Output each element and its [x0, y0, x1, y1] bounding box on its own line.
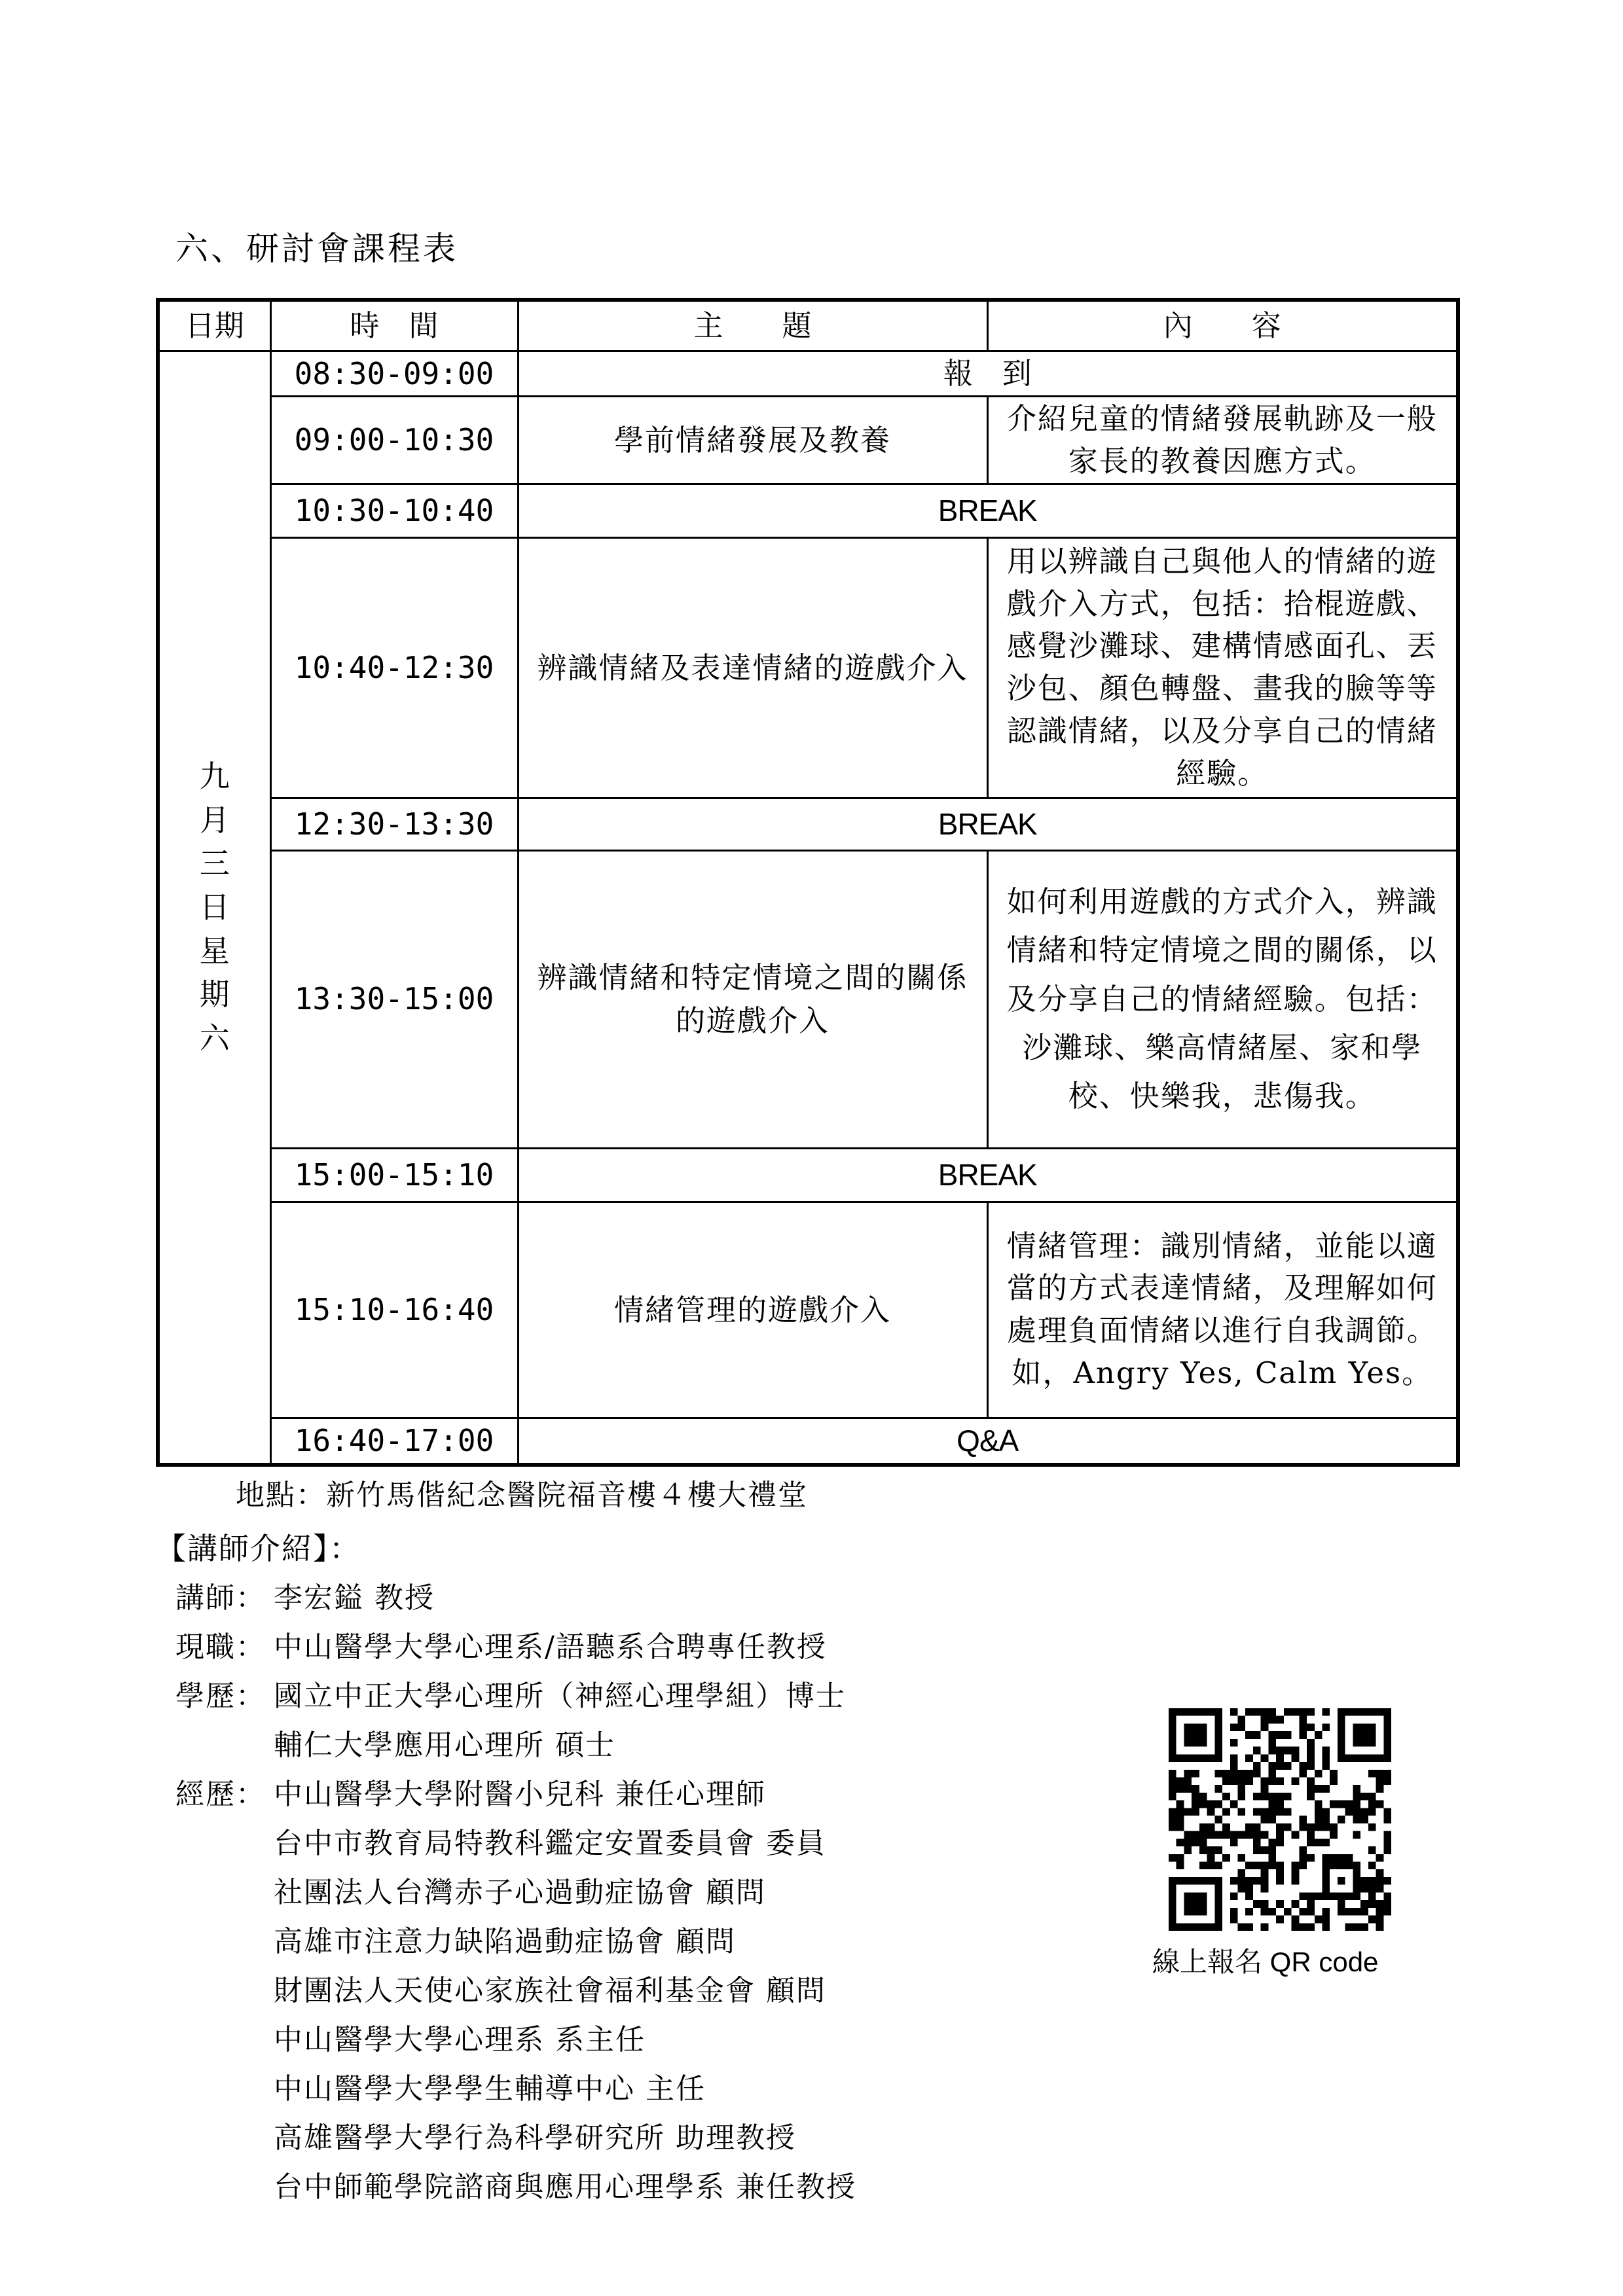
- experience-item: 高雄市注意力缺陷過動症協會 顧問: [274, 1925, 736, 1958]
- content-cell: 介紹兒童的情緒發展軌跡及一般家長的教養因應方式。: [987, 397, 1458, 484]
- experience-line: [175, 1918, 736, 1960]
- experience-item: 社團法人台灣赤子心過動症協會 顧問: [274, 1876, 766, 1909]
- schedule-table: [156, 298, 1460, 1467]
- header-content: 內 容: [987, 300, 1458, 351]
- education-line: [175, 1721, 615, 1763]
- time-cell: 09:00-10:30: [270, 397, 518, 484]
- header-time: 時 間: [270, 300, 518, 351]
- experience-line: [175, 1967, 826, 2009]
- table-row: [158, 1148, 1458, 1202]
- content-cell: 情緒管理：識別情緒，並能以適當的方式表達情緒，及理解如何處理負面情緒以進行自我調節。如，Angry Yes, Calm Yes。: [987, 1202, 1458, 1418]
- topic-cell: 情緒管理的遊戲介入: [518, 1202, 987, 1418]
- table-row: [158, 1418, 1458, 1465]
- topic-cell: 學前情緒發展及教養: [518, 397, 987, 484]
- section-title: 六、研討會課程表: [175, 230, 458, 268]
- break-cell: BREAK: [518, 798, 1458, 850]
- merged-cell: 報 到: [518, 351, 1458, 397]
- content-cell: 如何利用遊戲的方式介入，辨識情緒和特定情境之間的關係，以及分享自己的情緒經驗。包括：沙灘球、樂高情緒屋、家和學校、快樂我，悲傷我。: [987, 850, 1458, 1148]
- topic-cell: 辨識情緒和特定情境之間的關係的遊戲介入: [518, 850, 987, 1148]
- table-row: [158, 537, 1458, 798]
- header-topic: 主 題: [518, 300, 987, 351]
- experience-line: [175, 2163, 856, 2205]
- time-cell: 15:00-15:10: [270, 1148, 518, 1202]
- experience-label: 經歷：: [175, 1778, 266, 1811]
- position-line: [175, 1623, 827, 1665]
- name-label: 講師：: [175, 1581, 266, 1615]
- qr-caption: 線上報名 QR code: [1152, 1946, 1379, 1977]
- education-item: 輔仁大學應用心理所 碩士: [274, 1729, 615, 1762]
- lecturer-heading: 【講師介紹】：: [156, 1531, 361, 1566]
- table-row: [158, 1202, 1458, 1418]
- experience-line: [175, 2016, 646, 2058]
- time-cell: 08:30-09:00: [270, 351, 518, 397]
- lecturer-name: 李宏鎰 教授: [274, 1581, 435, 1615]
- time-cell: 12:30-13:30: [270, 798, 518, 850]
- date-text: 九 月 三 日 星 期 六: [199, 758, 230, 1056]
- topic-cell: 辨識情緒及表達情緒的遊戲介入: [518, 537, 987, 798]
- lecturer-name-line: [175, 1574, 435, 1616]
- break-cell: BREAK: [518, 484, 1458, 537]
- table-header-row: [158, 300, 1458, 351]
- position-value: 中山醫學大學心理系/語聽系合聘專任教授: [274, 1630, 827, 1664]
- education-line: [175, 1672, 846, 1714]
- table-row: [158, 484, 1458, 537]
- time-cell: 13:30-15:00: [270, 850, 518, 1148]
- time-cell: 16:40-17:00: [270, 1418, 518, 1465]
- table-row: [158, 798, 1458, 850]
- experience-line: [175, 1770, 766, 1812]
- experience-line: [175, 2065, 706, 2107]
- experience-line: [175, 1820, 826, 1861]
- break-cell: BREAK: [518, 1148, 1458, 1202]
- date-cell: [158, 351, 270, 1465]
- experience-line: [175, 2114, 796, 2156]
- time-cell: 15:10-16:40: [270, 1202, 518, 1418]
- experience-line: [175, 1869, 766, 1910]
- qa-cell: Q&A: [518, 1418, 1458, 1465]
- table-row: [158, 351, 1458, 397]
- table-row: [158, 850, 1458, 1148]
- experience-item: 中山醫學大學附醫小兒科 兼任心理師: [274, 1778, 766, 1811]
- content-cell: 用以辨識自己與他人的情緒的遊戲介入方式，包括：拾棍遊戲、感覺沙灘球、建構情感面孔、丟沙包、顏色轉盤、畫我的臉等等認識情緒，以及分享自己的情緒經驗。: [987, 537, 1458, 798]
- experience-item: 高雄醫學大學行為科學研究所 助理教授: [274, 2121, 796, 2155]
- education-item: 國立中正大學心理所（神經心理學組）博士: [274, 1679, 846, 1713]
- experience-item: 台中師範學院諮商與應用心理學系 兼任教授: [274, 2170, 856, 2204]
- qr-code[interactable]: [1169, 1708, 1391, 1931]
- experience-item: 中山醫學大學心理系 系主任: [274, 2023, 646, 2056]
- experience-item: 財團法人天使心家族社會福利基金會 顧問: [274, 1974, 826, 2007]
- position-label: 現職：: [175, 1630, 266, 1664]
- experience-item: 中山醫學大學學生輔導中心 主任: [274, 2072, 706, 2106]
- experience-item: 台中市教育局特教科鑑定安置委員會 委員: [274, 1827, 826, 1860]
- time-cell: 10:40-12:30: [270, 537, 518, 798]
- table-row: [158, 397, 1458, 484]
- venue: 地點：新竹馬偕紀念醫院福音樓４樓大禮堂: [236, 1479, 808, 1512]
- header-date: 日期: [158, 300, 270, 351]
- time-cell: 10:30-10:40: [270, 484, 518, 537]
- education-label: 學歷：: [175, 1679, 266, 1713]
